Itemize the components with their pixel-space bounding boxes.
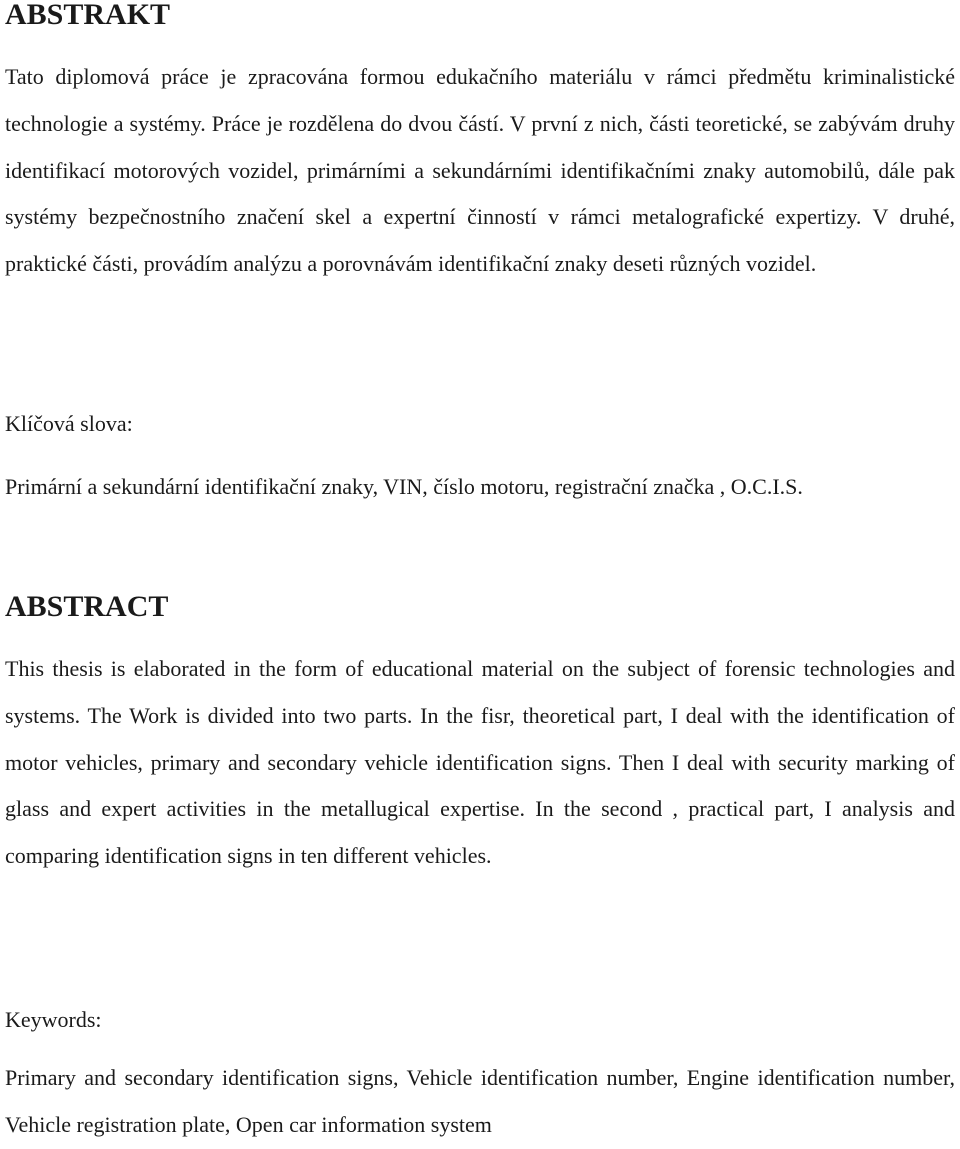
czech-abstract-heading: ABSTRAKT [5, 0, 171, 31]
english-abstract-heading: ABSTRACT [5, 590, 169, 623]
english-abstract-paragraph: This thesis is elaborated in the form of educational material on the subject of forensic technologies and systems. The Work is divided into two parts. In the fisr, theoretical part, I deal with the identification of motor vehicles, primary and secondary vehicle identification signs. Then I deal with security marking of glass and expert activities in the metallugical expertise. In the second , practical part, I analysis and comparing identification signs in ten different vehicles. [5, 656, 955, 869]
czech-keywords-label: Klíčová slova: [5, 411, 133, 436]
czech-abstract-paragraph: Tato diplomová práce je zpracována formou edukačního materiálu v rámci předmětu kriminalistické technologie a systémy. Práce je rozdělena do dvou částí. V první z nich, části teoretické, se zabývám druhy identifikací motorových vozidel, primárními a sekundárními identifikačními znaky automobilů, dále pak systémy bezpečnostního značení skel a expertní činností v rámci metalografické expertizy. V druhé, praktické části, provádím analýzu a porovnávám identifikační znaky deseti různých vozidel. [5, 64, 955, 277]
english-keywords: Primary and secondary identification signs, Vehicle identification number, Engine identification number, Vehicle registration plate, Open car information system [5, 1065, 955, 1137]
czech-keywords: Primární a sekundární identifikační znaky, VIN, číslo motoru, registrační značka , O.C.I.S. [5, 474, 803, 499]
english-keywords-label: Keywords: [5, 1007, 102, 1032]
